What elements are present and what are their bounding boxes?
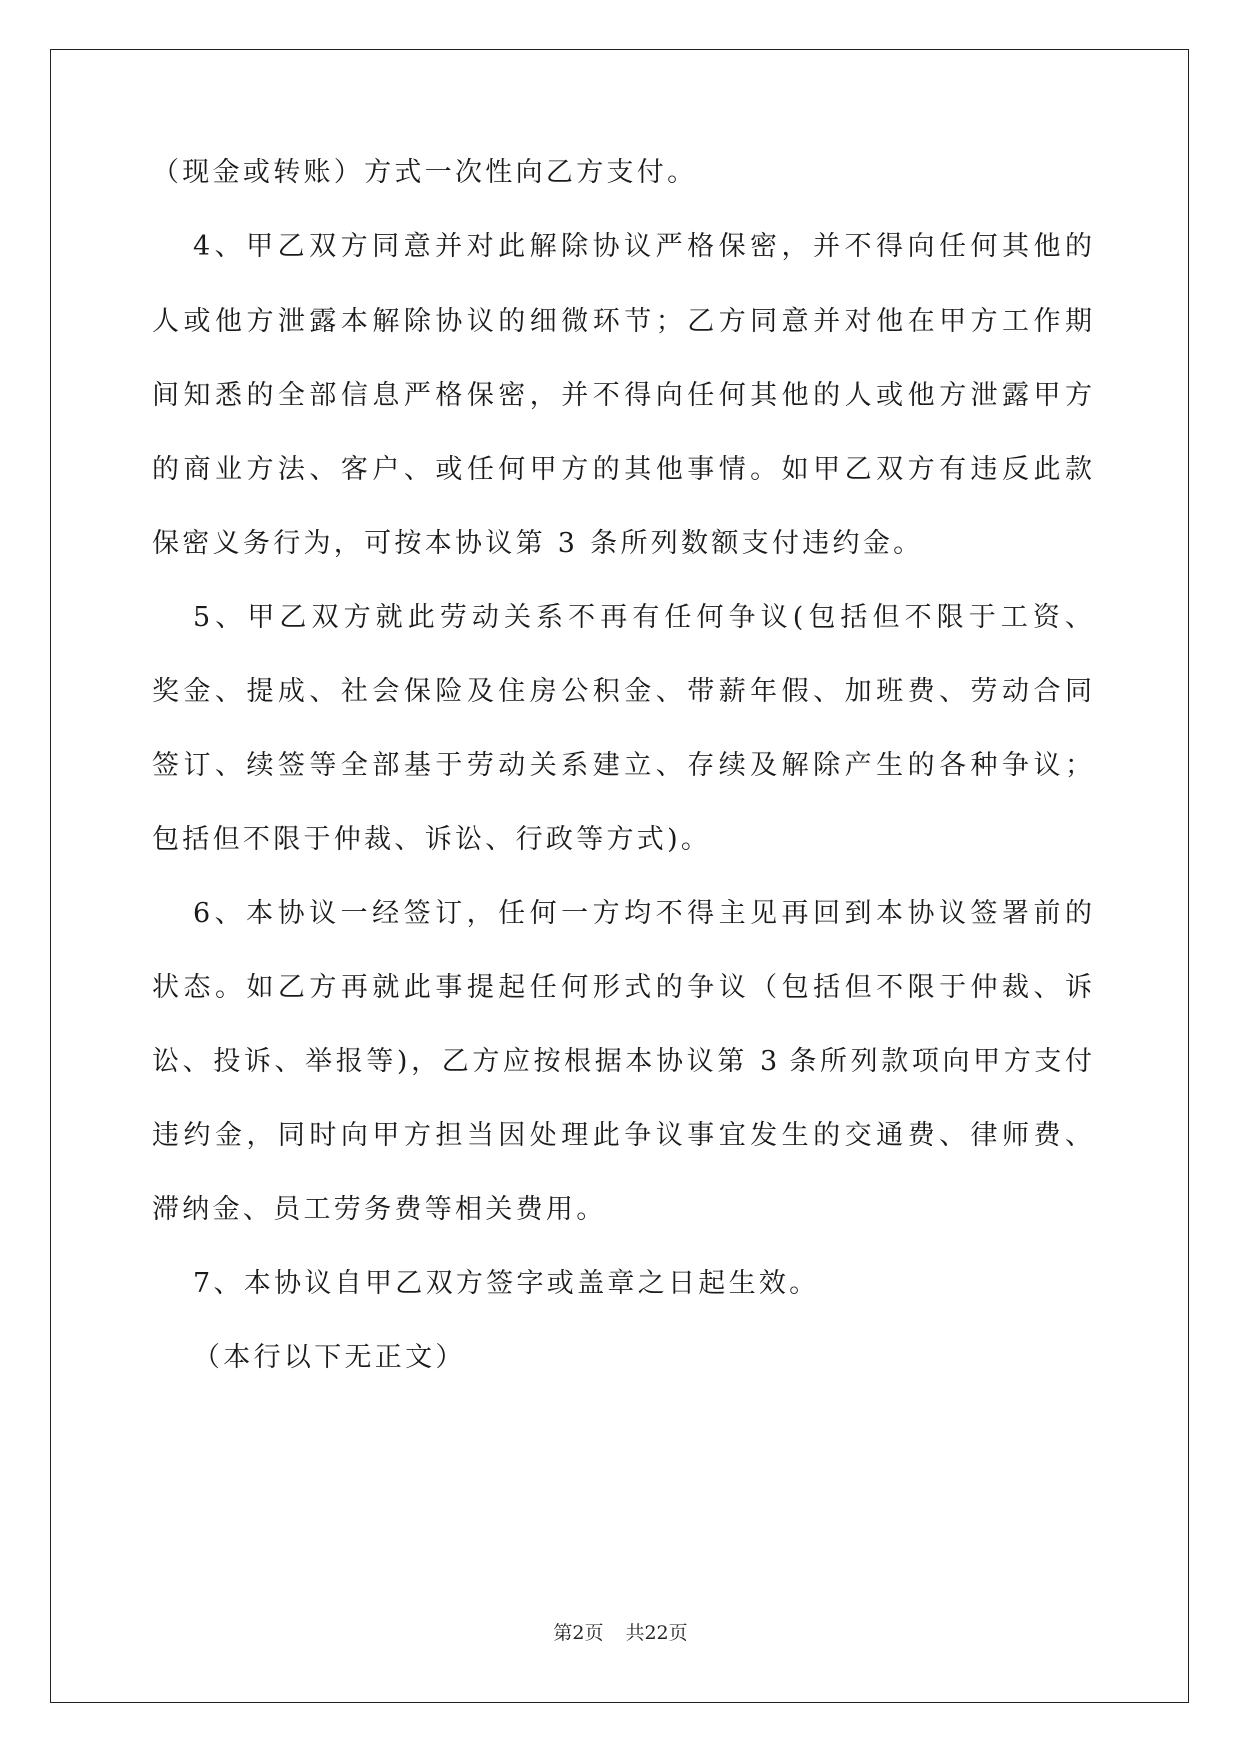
- text-line-3: 人或他方泄露本解除协议的细微环节；乙方同意并对他在甲方工作期: [152, 306, 1092, 337]
- text-line-12: 状态。如乙方再就此事提起任何形式的争议（包括但不限于仲裁、诉: [152, 972, 1092, 1003]
- text-line-13: 讼、投诉、举报等)，乙方应按根据本协议第 3 条所列款项向甲方支付: [152, 1046, 1092, 1077]
- text-line-4: 间知悉的全部信息严格保密，并不得向任何其他的人或他方泄露甲方: [152, 380, 1092, 411]
- text-line-16: 7、本协议自甲乙双方签字或盖章之日起生效。: [193, 1268, 820, 1299]
- page-suffix: 页: [584, 1622, 604, 1644]
- total-pages: 22: [644, 1622, 669, 1644]
- text-line-6: 保密义务行为，可按本协议第 3 条所列数额支付违约金。: [152, 528, 924, 559]
- text-line-9: 签订、续签等全部基于劳动关系建立、存续及解除产生的各种争议；: [152, 750, 1092, 781]
- page-number: 2: [572, 1622, 585, 1644]
- page-prefix: 第: [553, 1622, 573, 1644]
- total-suffix: 页: [668, 1622, 688, 1644]
- text-line-15: 滞纳金、员工劳务费等相关费用。: [152, 1194, 607, 1225]
- text-line-5: 的商业方法、客户、或任何甲方的其他事情。如甲乙双方有违反此款: [152, 454, 1092, 485]
- text-line-11: 6、本协议一经签订，任何一方均不得主见再回到本协议签署前的: [193, 898, 1092, 929]
- text-line-14: 违约金，同时向甲方担当因处理此争议事宜发生的交通费、律师费、: [152, 1120, 1092, 1151]
- text-line-2: 4、甲乙双方同意并对此解除协议严格保密，并不得向任何其他的: [193, 231, 1092, 262]
- text-line-17: （本行以下无正文）: [193, 1342, 466, 1373]
- text-line-7: 5、甲乙双方就此劳动关系不再有任何争议(包括但不限于工资、: [193, 602, 1092, 633]
- page-border: [50, 49, 1189, 1703]
- text-line-8: 奖金、提成、社会保险及住房公积金、带薪年假、加班费、劳动合同: [152, 676, 1092, 707]
- text-line-10: 包括但不限于仲裁、诉讼、行政等方式)。: [152, 824, 712, 855]
- total-prefix: 共: [625, 1622, 645, 1644]
- page-footer: [0, 1621, 1241, 1645]
- text-line-1: （现金或转账）方式一次性向乙方支付。: [152, 157, 698, 188]
